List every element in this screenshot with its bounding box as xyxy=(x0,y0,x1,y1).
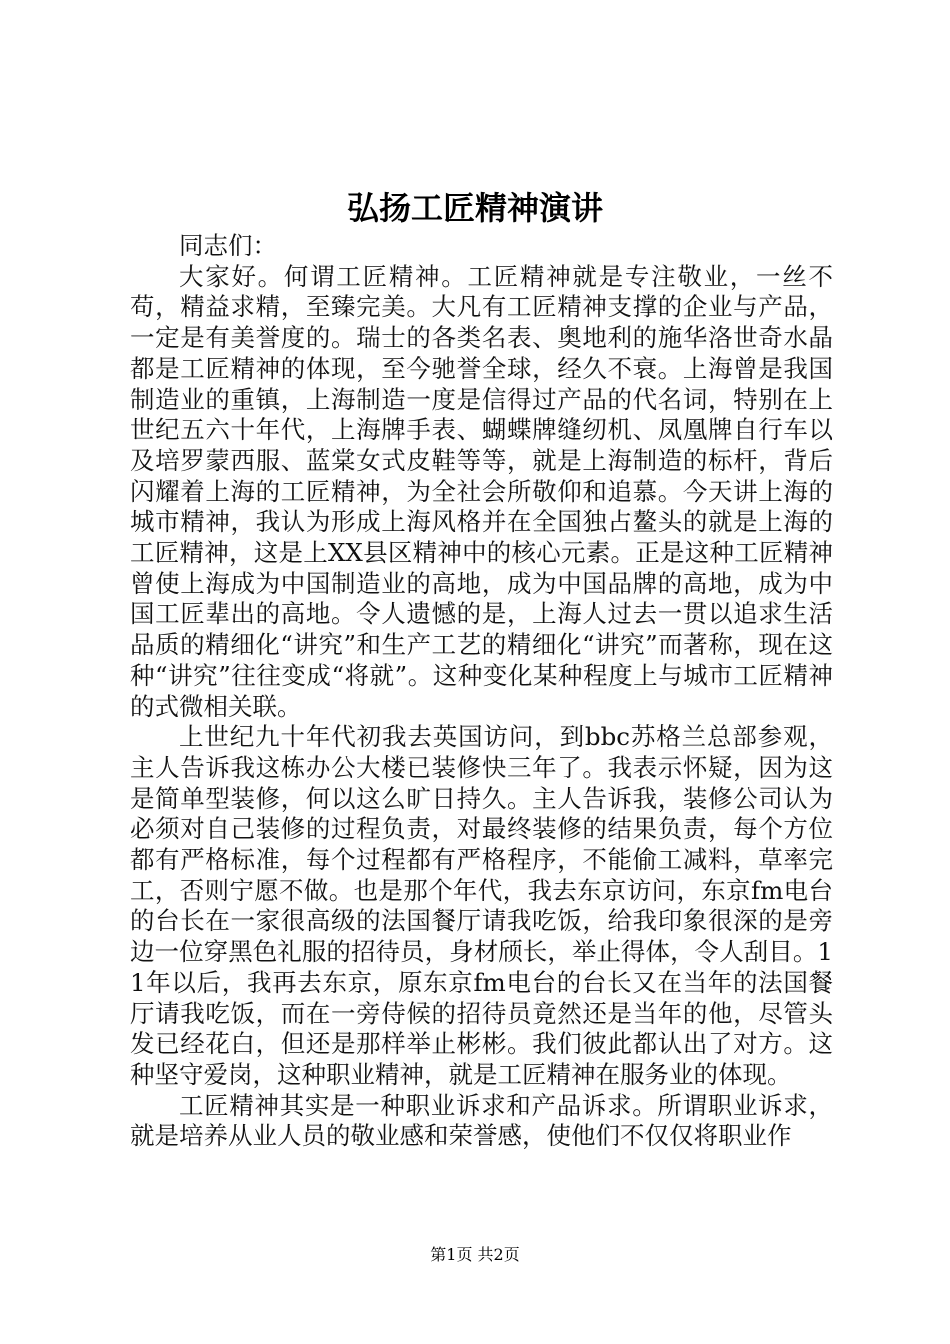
paragraph-3: 工匠精神其实是一种职业诉求和产品诉求。所谓职业诉求，就是培养从业人员的敬业感和荣誉感，使他们不仅仅将职业作 xyxy=(130,1090,833,1151)
page-number-footer: 第1页 共2页 xyxy=(430,1245,520,1264)
paragraph-2: 上世纪九十年代初我去英国访问，到bbc苏格兰总部参观，主人告诉我这栋办公大楼已装修快三年了。我表示怀疑，因为这是简单型装修，何以这么旷日持久。主人告诉我，装修公司认为必须对自己装修的过程负责，对最终装修的结果负责，每个方位都有严格标准，每个过程都有严格程序，不能偷工减料，草率完工，否则宁愿不做。也是那个年代，我去东京访问，东京fm电台的台长在一家很高级的法国餐厅请我吃饭，给我印象很深的是旁边一位穿黑色礼服的招待员，身材颀长，举止得体，令人刮目。11年以后，我再去东京，原东京fm电台的台长又在当年的法国餐厅请我吃饭，而在一旁侍候的招待员竟然还是当年的他，尽管头发已经花白，但还是那样举止彬彬。我们彼此都认出了对方。这种坚守爱岗，这种职业精神，就是工匠精神在服务业的体现。 xyxy=(130,722,834,1089)
salutation: 同志们： xyxy=(179,231,277,260)
document-title: 弘扬工匠精神演讲 xyxy=(346,189,603,227)
document-body xyxy=(130,231,833,1152)
paragraph-1: 大家好。何谓工匠精神。工匠精神就是专注敬业，一丝不苟，精益求精，至臻完美。大凡有工匠精神支撑的企业与产品，一定是有美誉度的。瑞士的各类名表、奥地利的施华洛世奇水晶都是工匠精神的体现，至今驰誉全球，经久不衰。上海曾是我国制造业的重镇，上海制造一度是信得过产品的代名词，特别在上世纪五六十年代，上海牌手表、蝴蝶牌缝纫机、凤凰牌自行车以及培罗蒙西服、蓝棠女式皮鞋等等，就是上海制造的标杆，背后闪耀着上海的工匠精神，为全社会所敬仰和追慕。今天讲上海的城市精神，我认为形成上海风格并在全国独占鳌头的就是上海的工匠精神，这是上XX县区精神中的核心元素。正是这种工匠精神曾使上海成为中国制造业的高地，成为中国品牌的高地，成为中国工匠辈出的高地。令人遗憾的是，上海人过去一贯以追求生活品质的精细化“讲究”和生产工艺的精细化“讲究”而著称，现在这种“讲究”往往变成“将就”。这种变化某种程度上与城市工匠精神的式微相关联。 xyxy=(130,261,833,721)
